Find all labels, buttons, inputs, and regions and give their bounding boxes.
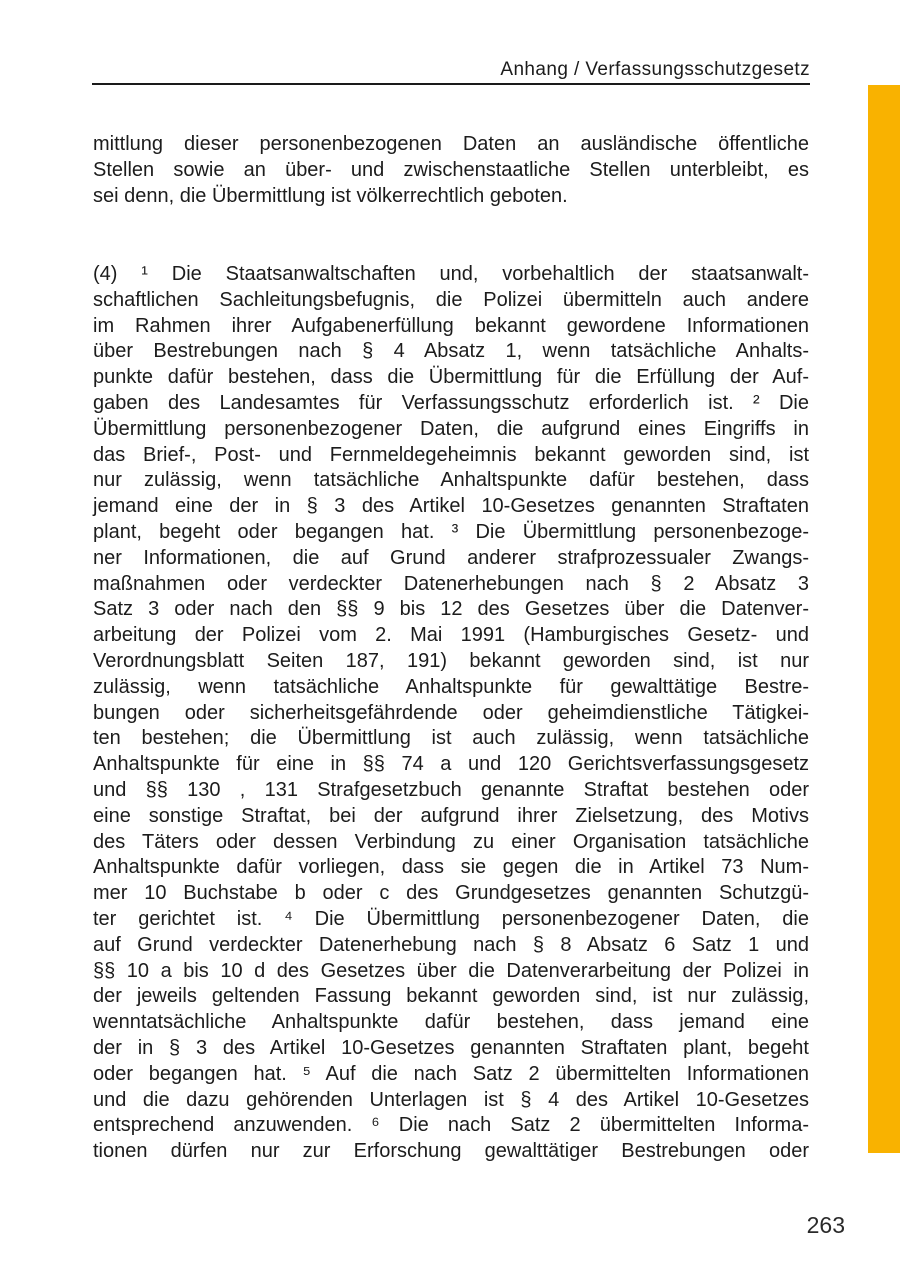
paragraph-continuation xyxy=(93,132,809,209)
text-line: §§ 10 a bis 10 d des Gesetzes über die Datenverarbeitung der Polizei in xyxy=(93,959,809,982)
text-line: oder begangen hat. ⁵ Auf die nach Satz 2 übermittelten Informationen xyxy=(93,1062,809,1085)
text-line: Verordnungsblatt Seiten 187, 191) bekannt geworden sind, ist nur xyxy=(93,649,809,672)
text-line: Anhaltspunkte für eine in §§ 74 a und 120 Gerichtsverfassungsgesetz xyxy=(93,753,809,776)
text-line: mittlung dieser personenbezogenen Daten an ausländische öffentliche xyxy=(93,133,809,155)
text-line: im Rahmen ihrer Aufgabenerfüllung bekannt gewordene Informationen xyxy=(93,314,809,337)
text-line: eine sonstige Straftat, bei der aufgrund ihrer Zielsetzung, des Motivs xyxy=(93,804,809,827)
text-line: punkte dafür bestehen, dass die Übermittlung für die Erfüllung der Auf- xyxy=(93,366,809,389)
header-rule xyxy=(92,83,810,85)
text-line: das Brief-, Post- und Fernmeldegeheimnis bekannt geworden sind, ist xyxy=(93,443,809,466)
text-line: wenntatsächliche Anhaltspunkte dafür bestehen, dass jemand eine xyxy=(93,1011,809,1034)
text-line: zulässig, wenn tatsächliche Anhaltspunkte für gewalttätige Bestre- xyxy=(93,675,809,698)
text-line: (4) ¹ Die Staatsanwaltschaften und, vorbehaltlich der staatsanwalt- xyxy=(93,263,809,285)
text-line: und die dazu gehörenden Unterlagen ist § 4 des Artikel 10-Gesetzes xyxy=(93,1088,809,1111)
paragraph-absatz-4 xyxy=(93,262,809,1165)
text-line: schaftlichen Sachleitungsbefugnis, die Polizei übermitteln auch andere xyxy=(93,288,809,311)
text-line: ten bestehen; die Übermittlung ist auch zulässig, wenn tatsächliche xyxy=(93,727,809,750)
text-line: tionen dürfen nur zur Erforschung gewalttätiger Bestrebungen oder xyxy=(93,1140,809,1163)
page-number: 263 xyxy=(806,1212,845,1238)
text-line: jemand eine der in § 3 des Artikel 10-Gesetzes genannten Straftaten xyxy=(93,495,809,518)
text-line: entsprechend anzuwenden. ⁶ Die nach Satz 2 übermittelten Informa- xyxy=(93,1114,809,1137)
text-line: plant, begeht oder begangen hat. ³ Die Übermittlung personenbezoge- xyxy=(93,520,809,543)
text-line: der in § 3 des Artikel 10-Gesetzes genannten Straftaten plant, begeht xyxy=(93,1036,809,1059)
text-line: auf Grund verdeckter Datenerhebung nach § 8 Absatz 6 Satz 1 und xyxy=(93,933,809,956)
text-line: des Täters oder dessen Verbindung zu einer Organisation tatsächliche xyxy=(93,830,809,853)
text-line: nur zulässig, wenn tatsächliche Anhaltspunkte dafür bestehen, dass xyxy=(93,469,809,492)
text-line: mer 10 Buchstabe b oder c des Grundgesetzes genannten Schutzgü- xyxy=(93,882,809,905)
running-header: Anhang / Verfassungsschutzgesetz xyxy=(500,59,810,80)
text-line: arbeitung der Polizei vom 2. Mai 1991 (Hamburgisches Gesetz- und xyxy=(93,624,809,647)
text-line: ner Informationen, die auf Grund anderer strafprozessualer Zwangs- xyxy=(93,546,809,569)
text-line: und §§ 130 , 131 Strafgesetzbuch genannte Straftat bestehen oder xyxy=(93,778,809,801)
text-line: Übermittlung personenbezogener Daten, die aufgrund eines Eingriffs in xyxy=(93,417,809,440)
accent-bar xyxy=(868,85,900,1153)
text-line: über Bestrebungen nach § 4 Absatz 1, wenn tatsächliche Anhalts- xyxy=(93,340,809,363)
text-line: maßnahmen oder verdeckter Datenerhebungen nach § 2 Absatz 3 xyxy=(93,572,809,595)
text-line: Anhaltspunkte dafür vorliegen, dass sie gegen die in Artikel 73 Num- xyxy=(93,856,809,879)
text-line: der jeweils geltenden Fassung bekannt geworden sind, ist nur zulässig, xyxy=(93,985,809,1008)
text-line: Satz 3 oder nach den §§ 9 bis 12 des Gesetzes über die Datenver- xyxy=(93,598,809,621)
text-line: gaben des Landesamtes für Verfassungsschutz erforderlich ist. ² Die xyxy=(93,391,809,414)
text-line: Stellen sowie an über- und zwischenstaatliche Stellen unterbleibt, es xyxy=(93,158,809,181)
text-line: ter gerichtet ist. ⁴ Die Übermittlung personenbezogener Daten, die xyxy=(93,907,809,930)
text-line: sei denn, die Übermittlung ist völkerrechtlich geboten. xyxy=(93,184,568,207)
text-line: bungen oder sicherheitsgefährdende oder geheimdienstliche Tätigkei- xyxy=(93,701,809,724)
